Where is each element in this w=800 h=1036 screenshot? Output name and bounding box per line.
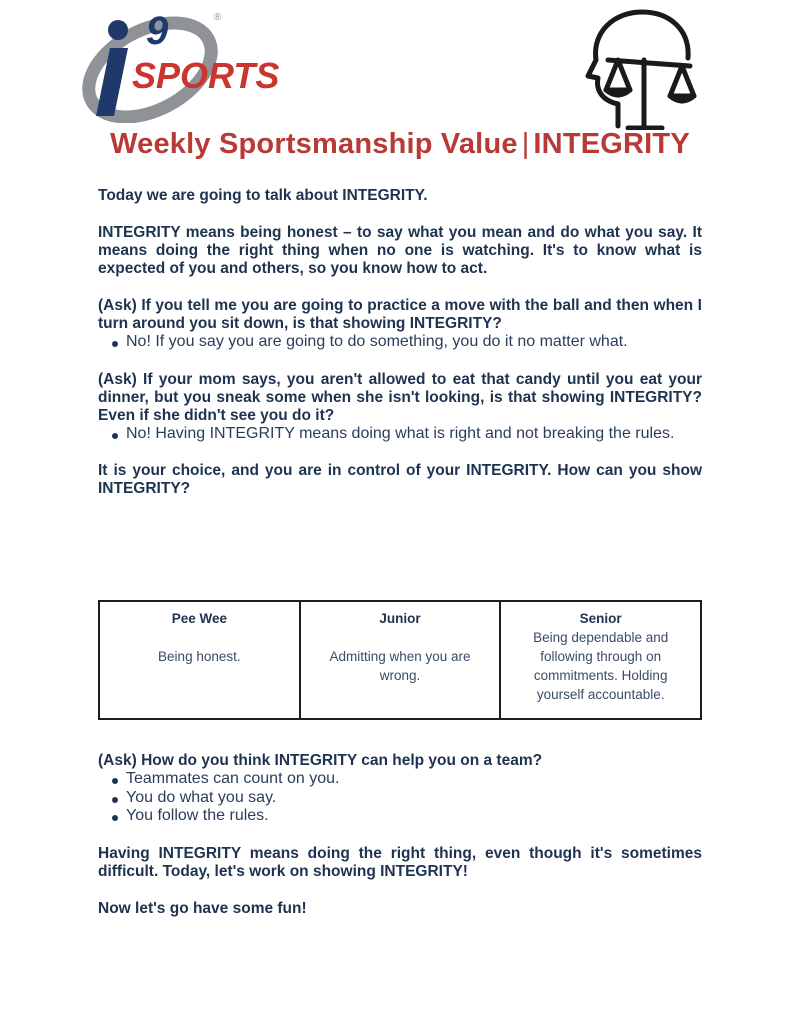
page-title (100, 128, 700, 161)
choice-paragraph: It is your choice, and you are in control of your INTEGRITY. How can you show INTEGRITY? (98, 462, 702, 497)
answer-list-1 (98, 333, 702, 352)
list-item: Teammates can count on you. (98, 770, 702, 789)
list-item: You follow the rules. (98, 807, 702, 826)
answer-list-3 (98, 770, 702, 826)
final-line: Now let's go have some fun! (98, 899, 307, 917)
i9-sports-logo (80, 8, 310, 123)
answer-list-2 (98, 425, 702, 444)
table-column-senior (499, 602, 700, 718)
column-text: Being dependable and following through on commitments. Holding yourself accountable. (533, 630, 669, 702)
intro-paragraph: Today we are going to talk about INTEGRITY. (98, 187, 428, 204)
column-header: Senior (579, 611, 622, 626)
closing-paragraph: Having INTEGRITY means doing the right thing, even though it's sometimes difficult. Today, let's work on showing INTEGRITY! (98, 844, 702, 880)
title-left: Weekly Sportsmanship Value (110, 128, 518, 160)
question-3: (Ask) How do you think INTEGRITY can help you on a team? (98, 752, 543, 769)
title-right: INTEGRITY (533, 128, 690, 160)
list-item: You do what you say. (98, 789, 702, 808)
head-with-scales-icon (578, 8, 702, 130)
title-separator: | (521, 128, 530, 160)
column-text: Admitting when you are wrong. (329, 649, 471, 683)
column-header: Junior (379, 611, 421, 626)
table-column-pee-wee (100, 602, 299, 718)
lesson-content-lower (98, 752, 702, 918)
table-column-junior (299, 602, 500, 718)
list-item: No! Having INTEGRITY means doing what is right and not breaking the rules. (98, 425, 702, 444)
registered-mark: ® (214, 12, 222, 23)
logo-word: SPORTS (132, 55, 280, 96)
column-text: Being honest. (158, 649, 241, 664)
question-2: (Ask) If your mom says, you aren't allowed to eat that candy until you eat your dinner, but you sneak some when she isn't looking, is that showing INTEGRITY? Even if she didn't see you do it? (98, 370, 702, 424)
definition-paragraph: INTEGRITY means being honest – to say what you mean and do what you say. It means doing the right thing when no one is watching. It's to know what is expected of you and others, so you know how to act. (98, 224, 702, 277)
age-group-table (98, 600, 702, 720)
question-1: (Ask) If you tell me you are going to practice a move with the ball and then when I turn around you sit down, is that showing INTEGRITY? (98, 297, 702, 332)
list-item: No! If you say you are going to do something, you do it no matter what. (98, 333, 702, 352)
column-header: Pee Wee (171, 611, 227, 626)
logo-digit: 9 (146, 9, 169, 53)
lesson-content (98, 187, 702, 498)
